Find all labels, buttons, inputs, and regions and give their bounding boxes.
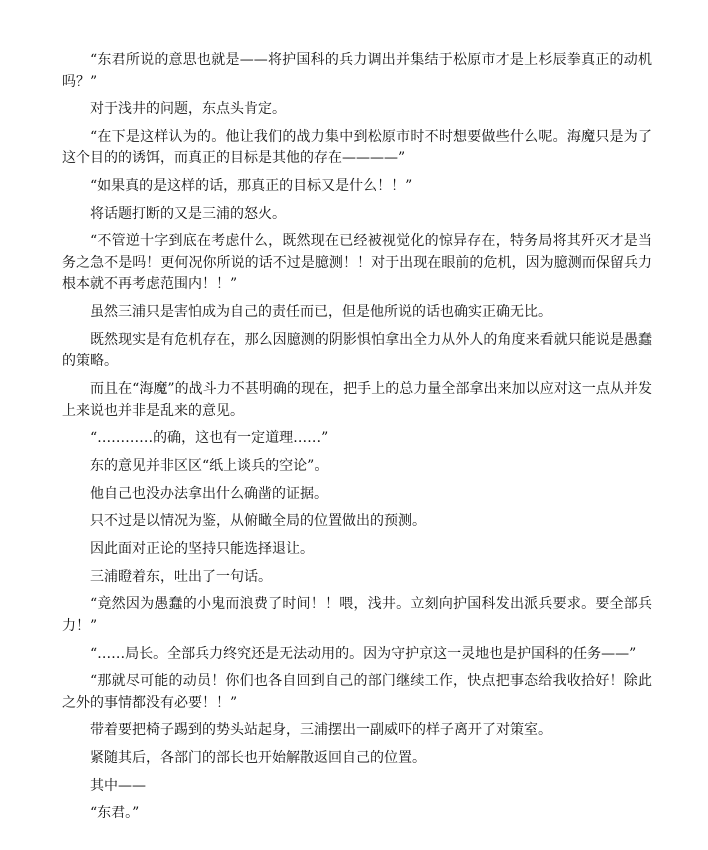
paragraph: 紧随其后，各部门的部长也开始解散返回自己的位置。: [90, 750, 426, 767]
paragraph: 其中——: [90, 777, 146, 794]
paragraph: “东君。”: [90, 805, 140, 822]
paragraph: 带着要把椅子踢到的势头站起身，三浦摆出一副威吓的样子离开了对策室。: [90, 722, 552, 739]
paragraph: 因此面对正论的坚持只能选择退让。: [90, 540, 314, 557]
paragraph: 他自己也没办法拿出什么确凿的证据。: [90, 485, 328, 502]
paragraph: 而且在“海魔”的战斗力不甚明确的现在，把手上的总力量全部拿出来加以应对这一点从并发上来说也并非是乱来的意见。: [62, 381, 652, 419]
paragraph: “竟然因为愚蠢的小鬼而浪费了时间！！喂，浅井。立刻向护国科发出派兵要求。要全部兵力！”: [62, 596, 652, 634]
paragraph: 东的意见并非区区“纸上谈兵的空论”。: [90, 457, 329, 474]
paragraph: “……局长。全部兵力终究还是无法动用的。因为守护京这一灵地也是护国科的任务——”: [90, 645, 637, 662]
paragraph: 只不过是以情况为鉴，从俯瞰全局的位置做出的预测。: [90, 513, 426, 530]
paragraph: 既然现实是有危机存在，那么因臆测的阴影惧怕拿出全力从外人的角度来看就只能说是愚蠢的策略。: [62, 331, 652, 370]
paragraph: 对于浅井的问题，东点头肯定。: [90, 101, 286, 118]
paragraph: 将话题打断的又是三浦的怒火。: [90, 205, 286, 222]
paragraph: “东君所说的意思也就是——将护国科的兵力调出并集结于松原市才是上杉辰拳真正的动机吗？”: [62, 52, 652, 90]
paragraph: “不管逆十字到底在考虑什么，既然现在已经被视觉化的惊异存在，特务局将其歼灭才是当务之急不是吗！更何况你所说的话不过是臆测！！对于出现在眼前的危机，因为臆测而保留兵力根本就不再考虑范围内！！”: [62, 233, 652, 293]
paragraph: “那就尽可能的动员！你们也各自回到自己的部门继续工作，快点把事态给我收拾好！除此之外的事情都没有必要！！”: [62, 673, 652, 711]
document-page: [62, 50, 652, 831]
paragraph: “在下是这样认为的。他让我们的战力集中到松原市时不时想要做些什么呢。海魔只是为了这个目的的诱饵，而真正的目标是其他的存在————”: [62, 128, 652, 167]
paragraph: 虽然三浦只是害怕成为自己的责任而已，但是他所说的话也确实正确无比。: [90, 304, 552, 321]
paragraph: “如果真的是这样的话，那真正的目标又是什么！！”: [90, 178, 413, 195]
paragraph: “…………的确，这也有一定道理……”: [90, 430, 329, 447]
paragraph: 三浦瞪着东，吐出了一句话。: [90, 568, 272, 585]
